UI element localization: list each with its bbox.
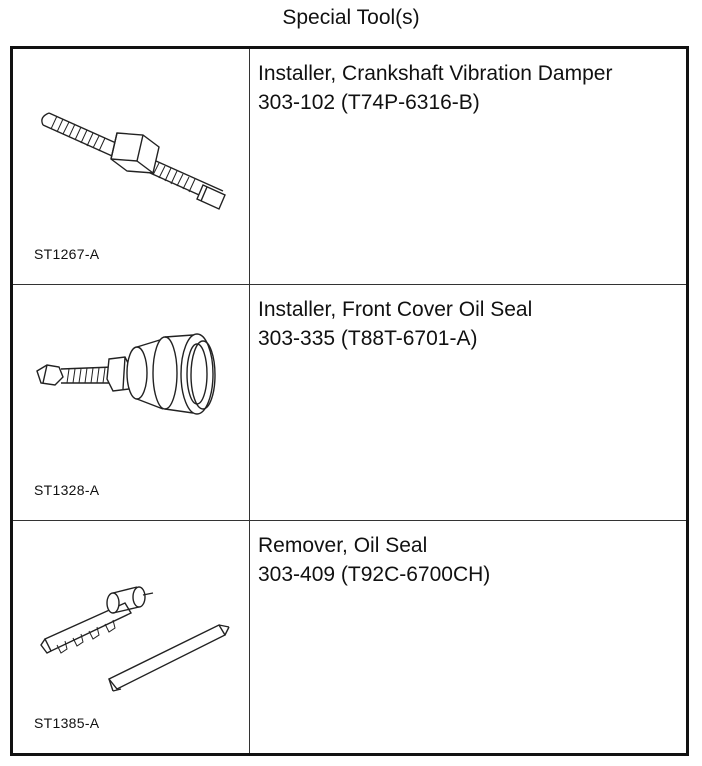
tool-part-number: 303-335 (T88T-6701-A) [258,327,478,350]
illustration-cell [13,49,250,284]
table-row [13,521,686,753]
illustration-code: ST1328-A [34,482,100,498]
tool-description [258,531,683,589]
table-row [13,49,686,285]
page-title: Special Tool(s) [282,6,420,29]
tool-description [258,59,683,117]
illustration-code: ST1267-A [34,246,100,262]
tool-name: Installer, Crankshaft Vibration Damper [258,62,613,85]
illustration-code: ST1385-A [34,715,100,731]
table-row [13,285,686,521]
tool-name: Remover, Oil Seal [258,534,428,557]
tool-part-number: 303-409 (T92C-6700CH) [258,563,491,586]
tool-description [258,295,683,353]
illustration-cell [13,285,250,520]
illustration-cell [13,521,250,753]
special-tools-table [10,46,689,756]
tool-name: Installer, Front Cover Oil Seal [258,298,533,321]
tool-part-number: 303-102 (T74P-6316-B) [258,91,480,114]
